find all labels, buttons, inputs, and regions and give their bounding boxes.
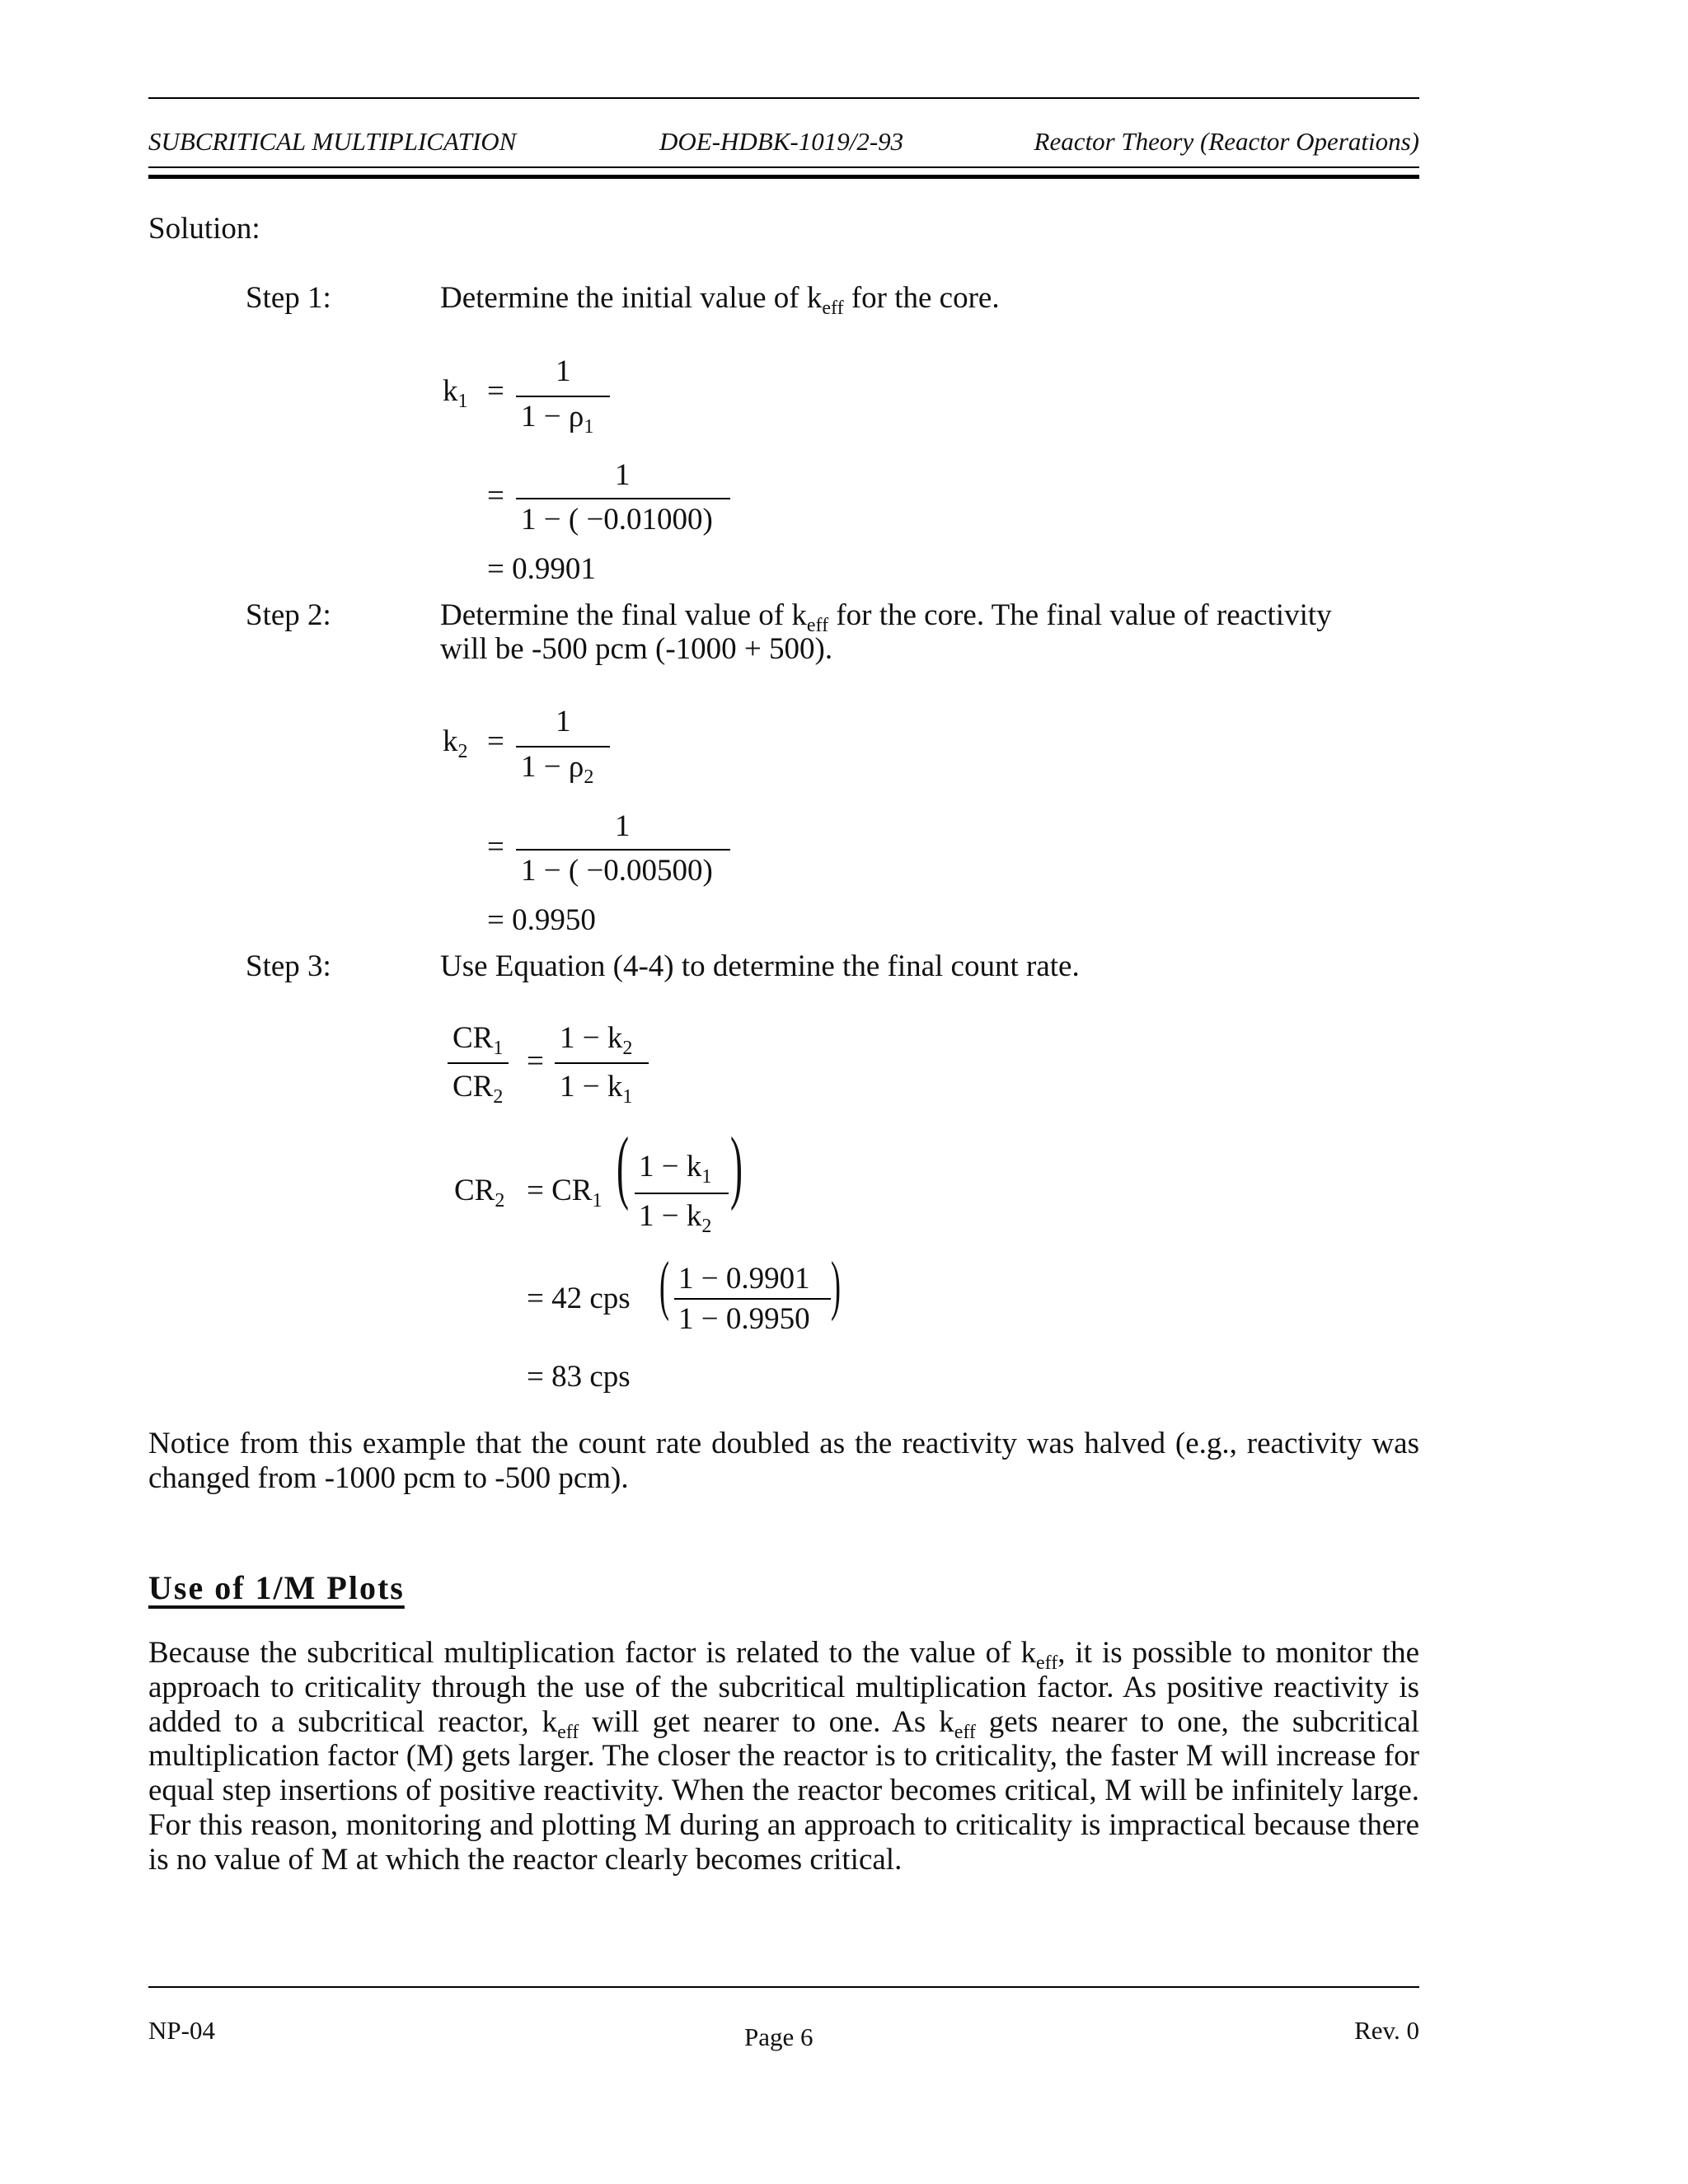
header-top-rule [148,97,1419,99]
step1-equals-2: = [487,479,504,513]
step3-cr2-lhs: $CR_2$ [454,1174,505,1212]
footer-left: NP-04 [148,2016,215,2045]
step2-denominator: $1 - \rho_2$ [521,750,594,788]
step3-right-paren: ) [730,1120,743,1212]
step3-line3-bar [674,1298,831,1300]
step2-label: Step 2: [246,598,331,632]
step3-left-paren: ( [617,1120,629,1212]
step1-text: Determine the initial value of $k_{eff}$ for the core. [440,281,1000,319]
step1-numerator-2: 1 [615,458,631,492]
step2-text-line1: Determine the final value of $k_{eff}$ for the core. The final value of reactivity [440,598,1332,636]
step3-label: Step 3: [246,949,331,983]
step3-result: = 83 cps [527,1360,631,1394]
header-rule-thick [148,175,1419,179]
step3-line3-left-paren: ( [659,1249,669,1322]
step3-cr2-den: $CR_2$ [452,1070,504,1108]
step3-paren-bar [635,1193,729,1194]
step3-ratio-bar-left [448,1062,509,1064]
step1-equals: = [487,374,504,408]
step3-line3-right-paren: ) [831,1249,841,1322]
header-left: SUBCRITICAL MULTIPLICATION [148,127,517,156]
header-right: Reactor Theory (Reactor Operations) [1034,127,1419,156]
step3-cr1-num: $CR_1$ [452,1021,504,1059]
step3-equals-1: = [527,1044,544,1078]
notice-paragraph: Notice from this example that the count rate doubled as the reactivity was halved (e.g., reactivity was changed from -1000 pcm to -500 pcm). [148,1427,1419,1495]
footer-center: Page 6 [744,2022,814,2051]
footer-rule [148,1986,1419,1988]
step1-numerator: 1 [556,354,571,388]
step2-equals: = [487,724,504,758]
header-center: DOE-HDBK-1019/2-93 [659,127,904,156]
step3-ratio-num: $1 - k_2$ [560,1021,633,1059]
step3-line3-num: 1 − 0.9901 [678,1262,810,1296]
step3-paren-den: $1 - k_2$ [639,1199,712,1237]
step2-result: = 0.9950 [487,903,596,937]
step3-line3-den: 1 − 0.9950 [678,1302,810,1336]
step2-fraction-bar [516,746,610,748]
step2-k-var: $k_2$ [443,724,468,762]
step2-numerator: 1 [556,705,571,738]
solution-label: Solution: [148,212,260,246]
main-paragraph: Because the subcritical multiplication factor is related to the value of $k_{eff}$, it is possible to monitor the approach to criticality through the use of the subcritical multiplication factor. As positive reactivity is added to a subcritical reactor, $k_{eff}$ will get nearer to one. As $k_{eff}$ gets nearer to one, the subcritical multiplication factor (M) gets larger. The closer the reactor is to criticality, the faster M will increase for equal step insertions of positive reactivity. When the reactor becomes critical, M will be infinitely large. For this reason, monitoring and plotting M during an approach to criticality is impractical because there is no value of M at which the reactor clearly becomes critical. [148,1636,1419,1877]
step3-paren-num: $1 - k_1$ [639,1150,712,1188]
step1-denominator-2: 1 − ( −0.01000) [521,503,713,537]
section-heading: Use of 1/M Plots [148,1569,405,1606]
step2-denominator-2: 1 − ( −0.00500) [521,854,713,888]
step1-fraction-bar [516,396,610,397]
step3-text: Use Equation (4-4) to determine the final count rate. [440,949,1080,983]
step1-denominator: $1 - \rho_1$ [521,400,594,438]
step2-text-line2: will be -500 pcm (-1000 + 500). [440,632,833,666]
step2-fraction-bar-2 [516,849,730,851]
step2-numerator-2: 1 [615,809,631,843]
step3-ratio-bar-right [555,1062,649,1064]
step1-label: Step 1: [246,281,331,315]
header-rule-thin [148,166,1419,168]
step1-result: = 0.9901 [487,552,596,586]
footer-right: Rev. 0 [1354,2016,1419,2045]
step2-equals-2: = [487,830,504,864]
step3-ratio-den: $1 - k_1$ [560,1070,633,1108]
step3-eq-cr1: = $CR_1$ [527,1174,603,1212]
step1-fraction-bar-2 [516,498,730,499]
step3-line3-prefix: = 42 cps [527,1282,631,1315]
step1-k-var: $k_1$ [443,374,468,412]
